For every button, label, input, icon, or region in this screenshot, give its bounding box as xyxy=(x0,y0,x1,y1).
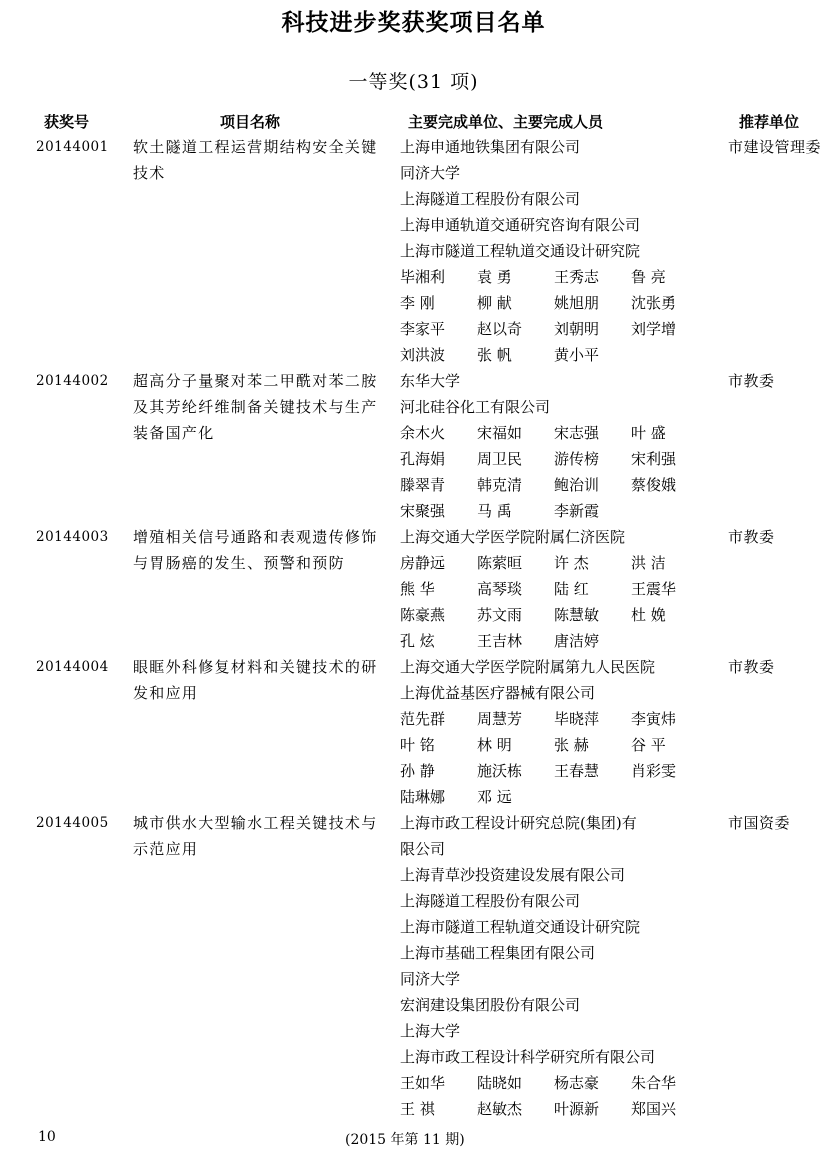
person-name: 余木火 xyxy=(400,424,446,442)
people-row xyxy=(400,472,708,498)
person-name: 王吉林 xyxy=(477,632,523,650)
person-name: 范先群 xyxy=(400,710,446,728)
person-name: 柳 献 xyxy=(477,294,512,312)
person-name: 袁 勇 xyxy=(477,268,512,286)
person-name: 唐洁婷 xyxy=(554,632,600,650)
person-name: 熊 华 xyxy=(400,580,435,598)
completion-unit: 上海市隧道工程轨道交通设计研究院 xyxy=(400,242,641,260)
person-name: 宋志强 xyxy=(554,424,600,442)
person-name: 陈萦晅 xyxy=(477,554,523,572)
people-row xyxy=(400,1096,708,1122)
person-name: 宋聚强 xyxy=(400,502,446,520)
person-name: 毕湘利 xyxy=(400,268,446,286)
person-name: 刘洪波 xyxy=(400,346,446,364)
project-name: 超高分子量聚对苯二甲酰对苯二胺及其芳纶纤维制备关键技术与生产装备国产化 xyxy=(133,372,378,442)
completion-unit: 限公司 xyxy=(400,840,446,858)
person-name: 许 杰 xyxy=(554,554,589,572)
completion-unit: 宏润建设集团股份有限公司 xyxy=(400,996,581,1014)
person-name: 李新霞 xyxy=(554,502,600,520)
completion-unit: 上海青草沙投资建设发展有限公司 xyxy=(400,866,626,884)
person-name: 张 帆 xyxy=(477,346,512,364)
project-name: 城市供水大型输水工程关键技术与示范应用 xyxy=(133,814,378,858)
person-name: 谷 平 xyxy=(631,736,666,754)
header-award-no: 获奖号 xyxy=(44,113,90,131)
person-name: 张 赫 xyxy=(554,736,589,754)
person-name: 房静远 xyxy=(400,554,446,572)
header-recommend-unit: 推荐单位 xyxy=(739,113,800,131)
person-name: 邓 远 xyxy=(477,788,512,806)
person-name: 赵以奇 xyxy=(477,320,523,338)
award-level-subtitle: 一等奖(31 项) xyxy=(348,71,479,93)
completion-unit: 上海申通轨道交通研究咨询有限公司 xyxy=(400,216,641,234)
units-people-list xyxy=(400,368,708,524)
award-number: 20144004 xyxy=(36,659,109,675)
completion-unit: 同济大学 xyxy=(400,164,461,182)
completion-unit: 同济大学 xyxy=(400,970,461,988)
recommend-unit: 市教委 xyxy=(728,372,775,390)
page-title: 科技进步奖获奖项目名单 xyxy=(281,10,546,36)
award-number: 20144005 xyxy=(36,815,109,831)
page-number: 10 xyxy=(38,1129,56,1145)
people-row xyxy=(400,420,708,446)
issue-label: (2015 年第 11 期) xyxy=(345,1132,465,1148)
header-project-name: 项目名称 xyxy=(220,113,281,131)
person-name: 肖彩雯 xyxy=(631,762,677,780)
person-name: 王震华 xyxy=(631,580,677,598)
completion-unit: 上海交通大学医学院附属仁济医院 xyxy=(400,528,626,546)
person-name: 李寅炜 xyxy=(631,710,677,728)
completion-unit: 上海市基础工程集团有限公司 xyxy=(400,944,596,962)
person-name: 陈豪燕 xyxy=(400,606,446,624)
person-name: 杨志豪 xyxy=(554,1074,600,1092)
person-name: 蔡俊娥 xyxy=(631,476,677,494)
person-name: 杜 娩 xyxy=(631,606,666,624)
person-name: 周卫民 xyxy=(477,450,523,468)
person-name: 陈慧敏 xyxy=(554,606,600,624)
person-name: 宋利强 xyxy=(631,450,677,468)
people-row xyxy=(400,342,708,368)
people-row xyxy=(400,758,708,784)
person-name: 沈张勇 xyxy=(631,294,677,312)
person-name: 王春慧 xyxy=(554,762,600,780)
person-name: 孔 炫 xyxy=(400,632,435,650)
people-row xyxy=(400,602,708,628)
completion-unit: 上海市隧道工程轨道交通设计研究院 xyxy=(400,918,641,936)
recommend-unit: 市建设管理委 xyxy=(728,138,822,156)
recommend-unit: 市教委 xyxy=(728,658,775,676)
person-name: 叶 盛 xyxy=(631,424,666,442)
person-name: 姚旭朋 xyxy=(554,294,600,312)
person-name: 林 明 xyxy=(477,736,512,754)
person-name: 孙 静 xyxy=(400,762,435,780)
people-row xyxy=(400,498,708,524)
person-name: 叶 铭 xyxy=(400,736,435,754)
people-row xyxy=(400,628,708,654)
person-name: 鲍治训 xyxy=(554,476,600,494)
recommend-unit: 市国资委 xyxy=(728,814,791,832)
person-name: 王如华 xyxy=(400,1074,446,1092)
completion-unit: 上海大学 xyxy=(400,1022,461,1040)
person-name: 叶源新 xyxy=(554,1100,600,1118)
units-people-list xyxy=(400,654,708,810)
person-name: 孔海娟 xyxy=(400,450,446,468)
person-name: 施沃栋 xyxy=(477,762,523,780)
person-name: 王 祺 xyxy=(400,1100,435,1118)
completion-unit: 上海交通大学医学院附属第九人民医院 xyxy=(400,658,656,676)
person-name: 赵敏杰 xyxy=(477,1100,523,1118)
completion-unit: 东华大学 xyxy=(400,372,461,390)
completion-unit: 上海隧道工程股份有限公司 xyxy=(400,892,581,910)
recommend-unit: 市教委 xyxy=(728,528,775,546)
completion-unit: 上海隧道工程股份有限公司 xyxy=(400,190,581,208)
person-name: 陆琳娜 xyxy=(400,788,446,806)
person-name: 陆晓如 xyxy=(477,1074,523,1092)
completion-unit: 上海申通地铁集团有限公司 xyxy=(400,138,581,156)
person-name: 李家平 xyxy=(400,320,446,338)
person-name: 马 禹 xyxy=(477,502,512,520)
person-name: 苏文雨 xyxy=(477,606,523,624)
person-name: 韩克清 xyxy=(477,476,523,494)
award-number: 20144001 xyxy=(36,139,109,155)
people-row xyxy=(400,732,708,758)
person-name: 刘学增 xyxy=(631,320,677,338)
person-name: 游传榜 xyxy=(554,450,600,468)
people-row xyxy=(400,316,708,342)
header-units-people: 主要完成单位、主要完成人员 xyxy=(408,113,604,131)
completion-unit: 上海市政工程设计研究总院(集团)有 xyxy=(400,814,637,832)
award-number: 20144002 xyxy=(36,373,109,389)
completion-unit: 上海优益基医疗器械有限公司 xyxy=(400,684,596,702)
person-name: 王秀志 xyxy=(554,268,600,286)
people-row xyxy=(400,264,708,290)
person-name: 陆 红 xyxy=(554,580,589,598)
units-people-list xyxy=(400,134,708,368)
award-number: 20144003 xyxy=(36,529,109,545)
people-row xyxy=(400,446,708,472)
person-name: 宋福如 xyxy=(477,424,523,442)
completion-unit: 上海市政工程设计科学研究所有限公司 xyxy=(400,1048,656,1066)
person-name: 洪 洁 xyxy=(631,554,666,572)
completion-unit: 河北硅谷化工有限公司 xyxy=(400,398,551,416)
people-row xyxy=(400,784,708,810)
person-name: 朱合华 xyxy=(631,1074,677,1092)
people-row xyxy=(400,1070,708,1096)
person-name: 毕晓萍 xyxy=(554,710,600,728)
project-name: 眼眶外科修复材料和关键技术的研发和应用 xyxy=(133,658,378,702)
person-name: 黄小平 xyxy=(554,346,600,364)
people-row xyxy=(400,290,708,316)
person-name: 郑国兴 xyxy=(631,1100,677,1118)
person-name: 高琴琰 xyxy=(477,580,523,598)
people-row xyxy=(400,576,708,602)
person-name: 刘朝明 xyxy=(554,320,600,338)
project-name: 增殖相关信号通路和表观遗传修饰与胃肠癌的发生、预警和预防 xyxy=(133,528,378,572)
people-row xyxy=(400,706,708,732)
units-people-list xyxy=(400,810,708,1122)
person-name: 鲁 亮 xyxy=(631,268,666,286)
person-name: 周慧芳 xyxy=(477,710,523,728)
person-name: 滕翠青 xyxy=(400,476,446,494)
project-name: 软土隧道工程运营期结构安全关键技术 xyxy=(133,138,378,182)
units-people-list xyxy=(400,524,708,654)
person-name: 李 刚 xyxy=(400,294,435,312)
people-row xyxy=(400,550,708,576)
